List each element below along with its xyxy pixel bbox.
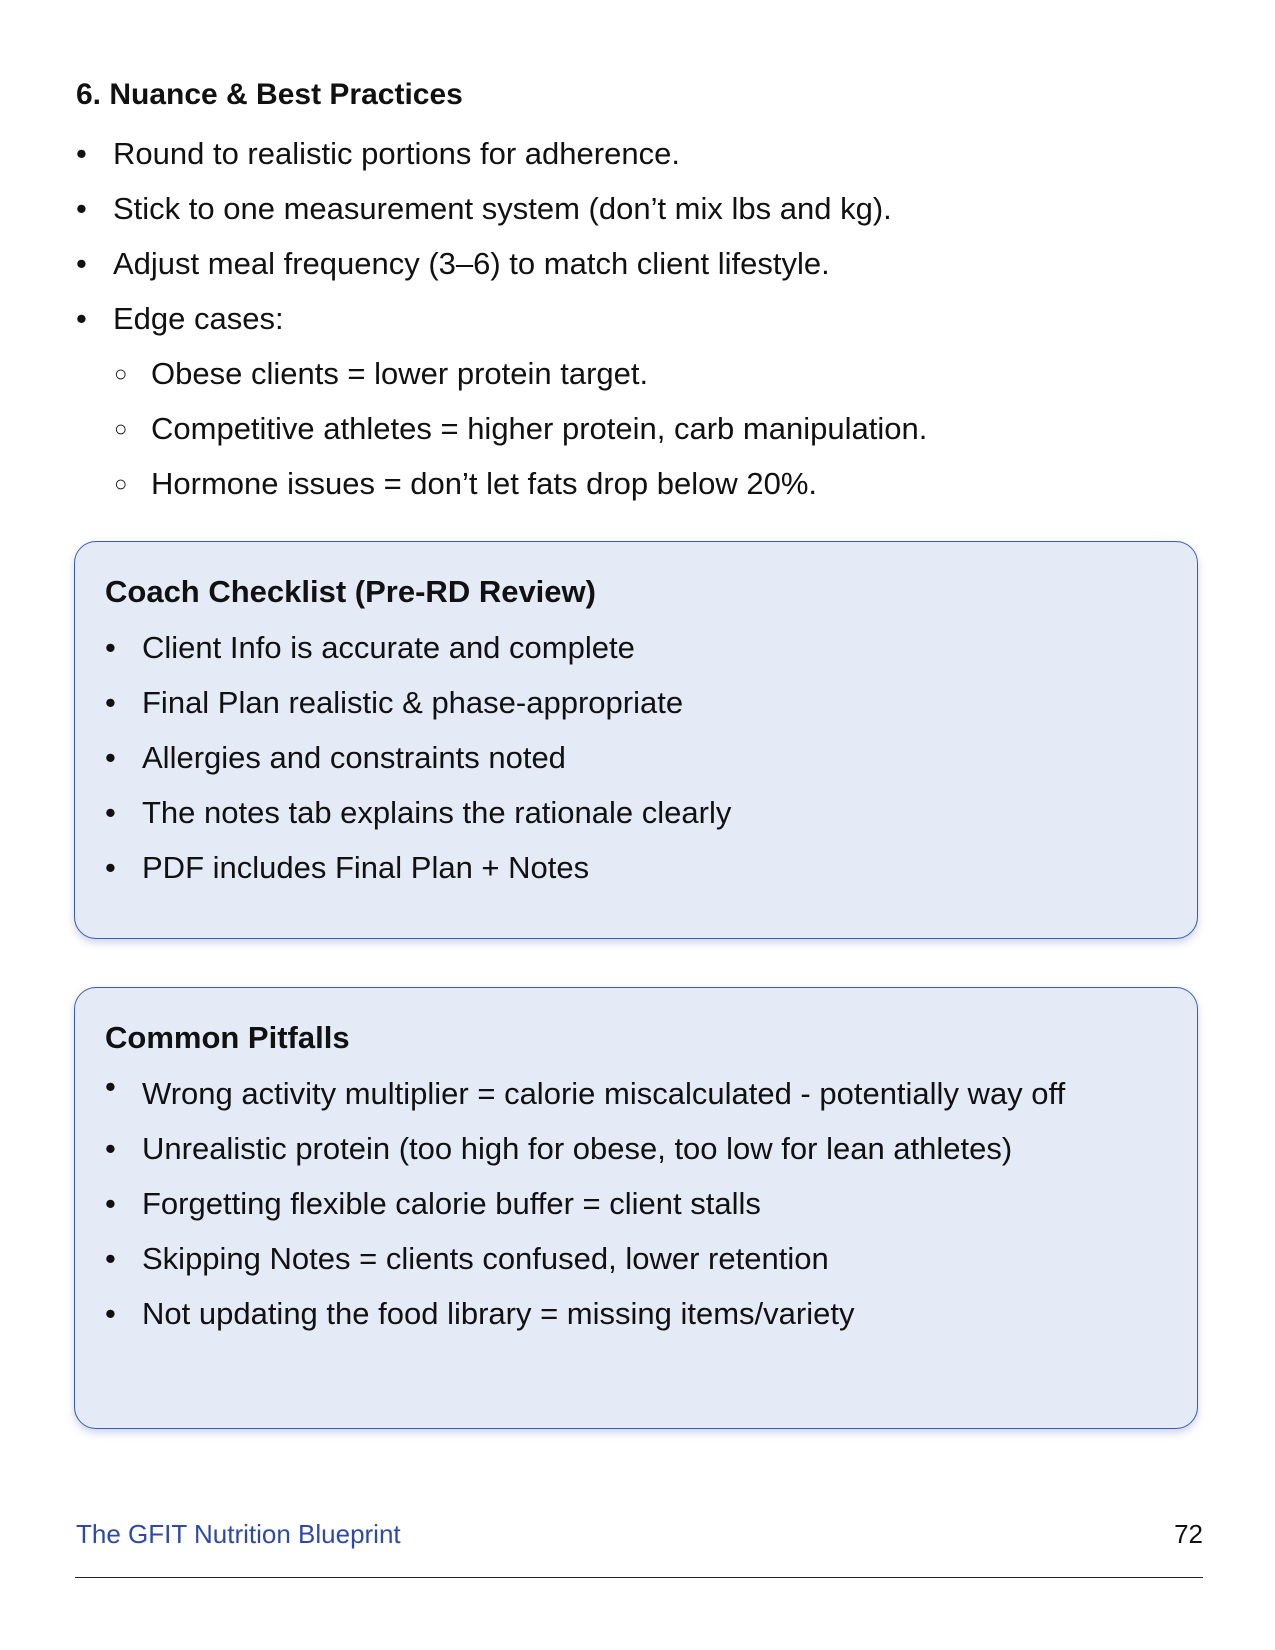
checklist-title: Coach Checklist (Pre-RD Review) <box>105 574 596 609</box>
best-practices-list <box>76 126 927 511</box>
checklist-list <box>105 620 1167 895</box>
list-item: • Final Plan realistic & phase-appropriate <box>105 675 1167 730</box>
sub-list-item: ○ Obese clients = lower protein target. <box>114 346 927 401</box>
list-item: • PDF includes Final Plan + Notes <box>105 840 1167 895</box>
list-item: • Forgetting flexible calorie buffer = client stalls <box>105 1176 1167 1231</box>
pitfalls-title: Common Pitfalls <box>105 1020 350 1055</box>
list-item: • Skipping Notes = clients confused, lower retention <box>105 1231 1167 1286</box>
list-item: • Stick to one measurement system (don’t mix lbs and kg). <box>76 181 927 236</box>
list-item: • Allergies and constraints noted <box>105 730 1167 785</box>
list-item: • Round to realistic portions for adherence. <box>76 126 927 181</box>
pitfalls-list <box>105 1066 1167 1341</box>
footer-title: The GFIT Nutrition Blueprint <box>76 1519 401 1549</box>
page-number: 72 <box>1174 1519 1203 1549</box>
sub-list-item: ○ Hormone issues = don’t let fats drop below 20%. <box>114 456 927 511</box>
list-item: • Client Info is accurate and complete <box>105 620 1167 675</box>
footer-divider <box>75 1577 1203 1578</box>
section-heading: 6. Nuance & Best Practices <box>76 78 463 111</box>
list-item: • Wrong activity multiplier = calorie miscalculated - potentially way off <box>105 1066 1167 1121</box>
sub-list-item: ○ Competitive athletes = higher protein, carb manipulation. <box>114 401 927 456</box>
list-item: • Unrealistic protein (too high for obese, too low for lean athletes) <box>105 1121 1167 1176</box>
list-item: • Adjust meal frequency (3–6) to match client lifestyle. <box>76 236 927 291</box>
list-item: • Not updating the food library = missing items/variety <box>105 1286 1167 1341</box>
common-pitfalls-box <box>74 987 1198 1429</box>
list-item: • The notes tab explains the rationale clearly <box>105 785 1167 840</box>
coach-checklist-box <box>74 541 1198 939</box>
list-item: • Edge cases: <box>76 291 927 346</box>
